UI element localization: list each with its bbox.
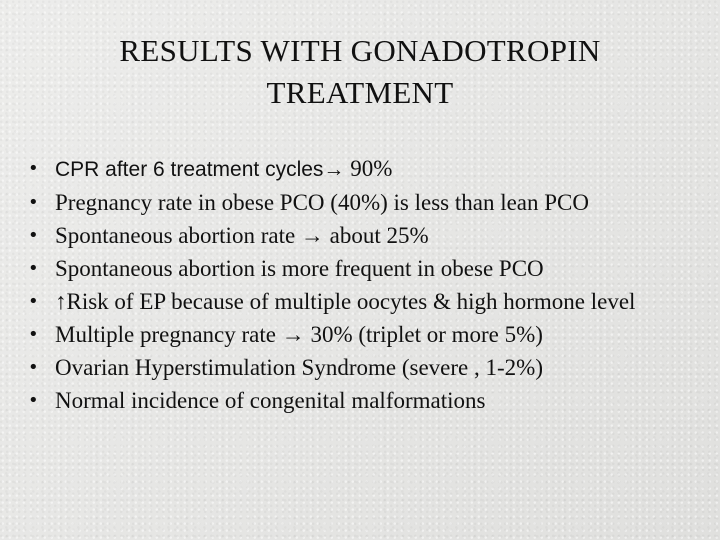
bullet-item xyxy=(28,154,712,185)
bullet-dot-icon: • xyxy=(28,225,39,246)
bullet-text-value: 90% xyxy=(344,156,393,181)
bullet-dot-icon: • xyxy=(28,291,39,312)
bullet-item xyxy=(28,386,712,416)
bullet-item xyxy=(28,188,712,218)
bullet-text: Spontaneous abortion is more frequent in obese PCO xyxy=(55,256,544,281)
slide-title-line-1: RESULTS WITH GONADOTROPIN xyxy=(119,33,601,68)
bullet-list xyxy=(28,154,712,419)
bullet-dot-icon: • xyxy=(28,158,39,179)
bullet-text: Ovarian Hyperstimulation Syndrome (severe , 1-2%) xyxy=(55,355,543,380)
bullet-text: Normal incidence of congenital malformations xyxy=(55,388,486,413)
bullet-text: Multiple pregnancy rate → 30% (triplet or more 5%) xyxy=(55,322,543,347)
bullet-dot-icon: • xyxy=(28,357,39,378)
bullet-dot-icon: • xyxy=(28,192,39,213)
bullet-text: CPR after 6 treatment cycles→ xyxy=(55,158,345,181)
slide-title-line-2: TREATMENT xyxy=(266,75,454,110)
bullet-text: ↑Risk of EP because of multiple oocytes & high hormone level xyxy=(55,289,636,314)
bullet-item xyxy=(28,221,712,251)
bullet-item xyxy=(28,287,712,317)
slide-title xyxy=(0,30,720,114)
bullet-item xyxy=(28,254,712,284)
bullet-dot-icon: • xyxy=(28,258,39,279)
bullet-dot-icon: • xyxy=(28,324,39,345)
bullet-text: Pregnancy rate in obese PCO (40%) is less than lean PCO xyxy=(55,190,590,215)
bullet-item xyxy=(28,320,712,350)
bullet-item xyxy=(28,353,712,383)
bullet-dot-icon: • xyxy=(28,390,39,411)
bullet-text: Spontaneous abortion rate → about 25% xyxy=(55,223,429,248)
